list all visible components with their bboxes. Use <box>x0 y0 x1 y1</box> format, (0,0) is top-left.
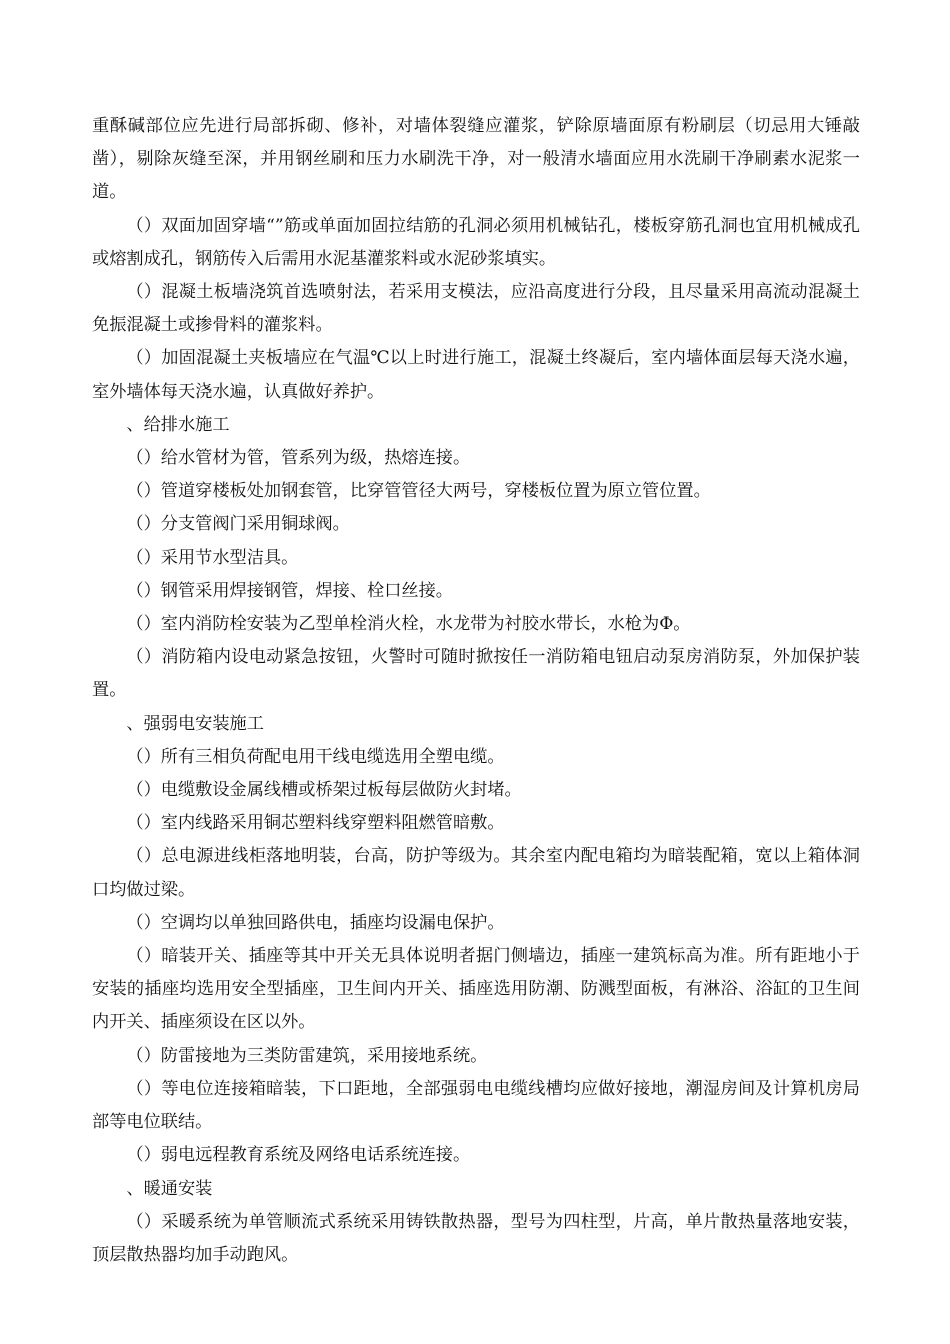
paragraph-item: （）电缆敷设金属线槽或桥架过板每层做防火封堵。 <box>126 780 522 801</box>
paragraph-continuation: 重酥碱部位应先进行局部拆砌、修补，对墙体裂缝应灌浆，铲除原墙面原有粉刷层（切忌用大锤敲凿），剔除灰缝至深，并用钢丝刷和压力水刷洗干净，对一般清水墙面应用水洗刷干净刷素水泥浆一道。 <box>92 116 860 203</box>
document-body <box>92 110 860 1272</box>
paragraph-item: （）采暖系统为单管顺流式系统采用铸铁散热器，型号为四柱型，片高，单片散热量落地安装，顶层散热器均加手动跑风。 <box>92 1211 860 1265</box>
paragraph-item: （）管道穿楼板处加钢套管，比穿管管径大两号，穿楼板位置为原立管位置。 <box>126 481 711 502</box>
paragraph-item: （）给水管材为管，管系列为级，热熔连接。 <box>126 448 471 469</box>
paragraph-item: （）空调均以单独回路供电，插座均设漏电保护。 <box>126 912 505 933</box>
section-heading-plumbing: 、给排水施工 <box>126 414 230 435</box>
section-heading-hvac: 、暖通安装 <box>126 1178 213 1199</box>
paragraph-item: （）分支管阀门采用铜球阀。 <box>126 514 350 535</box>
paragraph-item: （）加固混凝土夹板墙应在气温℃以上时进行施工，混凝土终凝后，室内墙体面层每天浇水遍，室外墙体每天浇水遍，认真做好养护。 <box>92 348 860 402</box>
paragraph-item: （）总电源进线柜落地明装，台高，防护等级为。其余室内配电箱均为暗装配箱，宽以上箱体洞口均做过梁。 <box>92 846 860 900</box>
section-heading-electrical: 、强弱电安装施工 <box>126 713 264 734</box>
paragraph-item: （）弱电远程教育系统及网络电话系统连接。 <box>126 1145 471 1166</box>
paragraph-item: （）采用节水型洁具。 <box>126 547 299 568</box>
paragraph-item: （）室内消防栓安装为乙型单栓消火栓，水龙带为衬胶水带长，水枪为Φ。 <box>126 614 691 635</box>
paragraph-item: （）所有三相负荷配电用干线电缆选用全塑电缆。 <box>126 746 505 767</box>
paragraph-item: （）暗装开关、插座等其中开关无具体说明者据门侧墙边，插座一建筑标高为准。所有距地小于安装的插座均选用安全型插座，卫生间内开关、插座选用防潮、防溅型面板，有淋浴、浴缸的卫生间内开关、插座须设在区以外。 <box>92 946 860 1033</box>
paragraph-item: （）消防箱内设电动紧急按钮，火警时可随时掀按任一消防箱电钮启动泵房消防泵，外加保护装置。 <box>92 647 860 701</box>
paragraph-item: （）双面加固穿墙“”筋或单面加固拉结筋的孔洞必须用机械钻孔，楼板穿筋孔洞也宜用机械成孔或熔割成孔，钢筋传入后需用水泥基灌浆料或水泥砂浆填实。 <box>92 215 860 269</box>
paragraph-item: （）钢管采用焊接钢管，焊接、栓口丝接。 <box>126 580 453 601</box>
paragraph-item: （）防雷接地为三类防雷建筑，采用接地系统。 <box>126 1045 488 1066</box>
paragraph-item: （）混凝土板墙浇筑首选喷射法，若采用支模法，应沿高度进行分段，且尽量采用高流动混凝土免振混凝土或掺骨料的灌浆料。 <box>92 282 860 336</box>
paragraph-item: （）室内线路采用铜芯塑料线穿塑料阻燃管暗敷。 <box>126 813 505 834</box>
paragraph-item: （）等电位连接箱暗装，下口距地，全部强弱电电缆线槽均应做好接地，潮湿房间及计算机房局部等电位联结。 <box>92 1078 860 1133</box>
